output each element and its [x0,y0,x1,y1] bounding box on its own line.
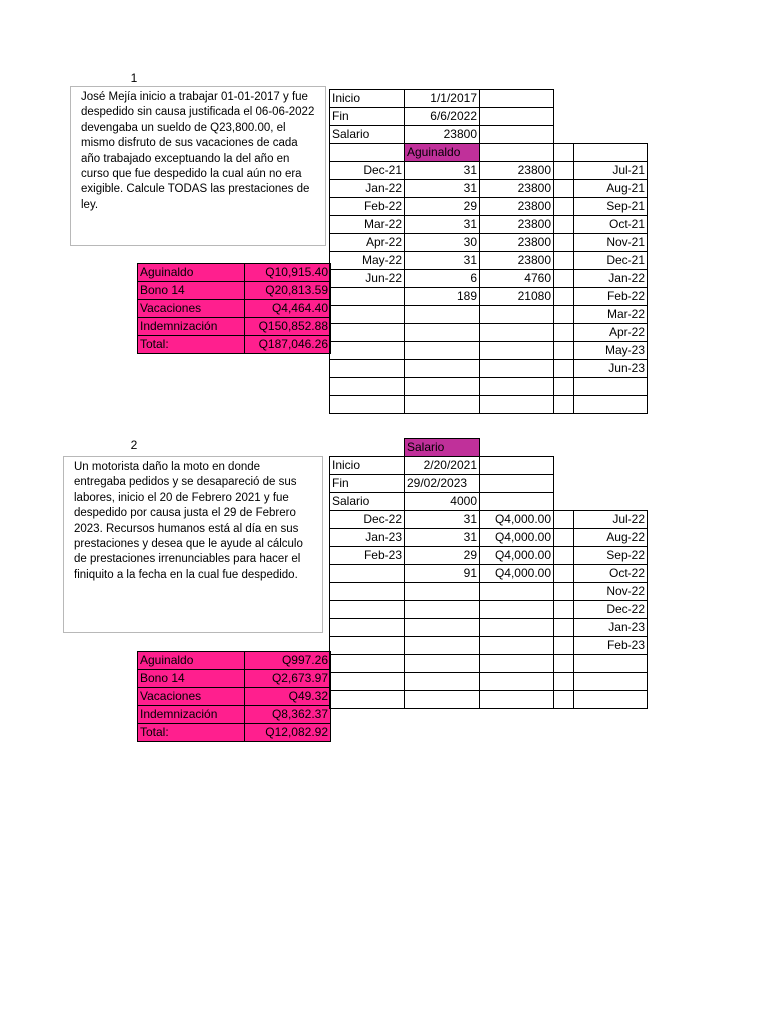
amount-cell [480,324,554,342]
exercise-2-problem: Un motorista daño la moto en donde entregaba pedidos y se desapareció de sus labores, inicio el 20 de Febrero 2021 y fue despedido por causa justa el 29 de Febrero 2023. Recursos humanos está al día en sus prestaciones y desea que le ayude al cálculo de prestaciones irrenunciables para hacer el finiquito a la fecha en la cual fue despedido. [63,456,323,633]
summary-value: Q12,082.92 [245,724,331,742]
month-list-cell: Oct-22 [574,565,648,583]
summary-label: Indemnización [138,318,245,336]
spacer-cell [554,216,574,234]
amount-cell: 23800 [480,216,554,234]
table-row [330,565,648,583]
table-row [330,306,648,324]
exercise-2-calc-table [329,438,648,709]
spacer-cell [554,565,574,583]
summary-row-bono14 [138,670,331,688]
days-cell: 31 [405,162,480,180]
month-cell: Jan-23 [330,529,405,547]
month-cell [330,637,405,655]
amount-cell [480,637,554,655]
spacer-cell [554,673,574,691]
spacer-cell [554,511,574,529]
summary-value: Q997.26 [245,652,331,670]
summary-row-indemnizacion [138,706,331,724]
amount-cell [480,601,554,619]
spacer-cell [554,529,574,547]
table-row [330,673,648,691]
salario-section-label: Salario [405,439,480,457]
inicio-value: 1/1/2017 [405,90,480,108]
days-cell [405,619,480,637]
exercise-1-number: 1 [130,71,138,85]
month-cell [330,655,405,673]
table-row [330,360,648,378]
summary-label: Aguinaldo [138,264,245,282]
spacer-cell [554,234,574,252]
days-cell: 189 [405,288,480,306]
summary-label: Aguinaldo [138,652,245,670]
month-list-cell: Sep-21 [574,198,648,216]
summary-label: Total: [138,724,245,742]
fin-value: 29/02/2023 [405,475,480,493]
spacer-cell [554,162,574,180]
amount-cell: 4760 [480,270,554,288]
month-cell: Dec-22 [330,511,405,529]
spacer-cell [554,252,574,270]
month-list-cell: Feb-22 [574,288,648,306]
summary-row-total [138,336,331,354]
aguinaldo-section-label: Aguinaldo [405,144,480,162]
month-list-cell: May-23 [574,342,648,360]
summary-value: Q8,362.37 [245,706,331,724]
spacer-cell [554,342,574,360]
summary-label: Vacaciones [138,300,245,318]
month-list-cell: Jan-23 [574,619,648,637]
month-cell [330,324,405,342]
month-list-cell: Mar-22 [574,306,648,324]
amount-cell: 21080 [480,288,554,306]
table-row [330,511,648,529]
table-row [330,216,648,234]
inicio-label: Inicio [330,90,405,108]
summary-value: Q187,046.26 [245,336,331,354]
month-cell [330,360,405,378]
summary-value: Q20,813.59 [245,282,331,300]
month-list-cell: Dec-22 [574,601,648,619]
amount-cell [480,619,554,637]
spacer-cell [554,619,574,637]
days-cell [405,691,480,709]
salario-label: Salario [330,126,405,144]
summary-label: Bono 14 [138,670,245,688]
month-cell: Apr-22 [330,234,405,252]
days-cell: 31 [405,529,480,547]
summary-row-aguinaldo [138,264,331,282]
days-cell [405,583,480,601]
amount-cell: 23800 [480,198,554,216]
table-row [330,180,648,198]
table-row [330,655,648,673]
month-list-cell [574,673,648,691]
amount-cell: 23800 [480,234,554,252]
amount-cell: Q4,000.00 [480,547,554,565]
table-row [330,162,648,180]
spacer-cell [554,360,574,378]
month-cell [330,306,405,324]
summary-row-total [138,724,331,742]
salario-value: 23800 [405,126,480,144]
spacer-cell [554,288,574,306]
summary-row-bono14 [138,282,331,300]
month-list-cell: Apr-22 [574,324,648,342]
amount-cell: Q4,000.00 [480,511,554,529]
table-row [330,583,648,601]
amount-cell [480,306,554,324]
salario-value: 4000 [405,493,480,511]
table-row [330,619,648,637]
summary-value: Q49.32 [245,688,331,706]
table-row [330,234,648,252]
summary-row-aguinaldo [138,652,331,670]
amount-cell: Q4,000.00 [480,529,554,547]
fin-value: 6/6/2022 [405,108,480,126]
month-cell [330,288,405,306]
month-cell [330,583,405,601]
fin-label: Fin [330,108,405,126]
days-cell: 31 [405,252,480,270]
summary-value: Q150,852.88 [245,318,331,336]
month-list-cell: Jan-22 [574,270,648,288]
table-row [330,601,648,619]
table-row [330,270,648,288]
days-cell: 31 [405,216,480,234]
spacer-cell [554,601,574,619]
table-row [330,324,648,342]
exercise-1-summary [137,263,331,354]
spacer-cell [554,324,574,342]
table-row [330,547,648,565]
summary-label: Vacaciones [138,688,245,706]
days-cell [405,673,480,691]
month-cell: Feb-22 [330,198,405,216]
month-list-cell: Aug-22 [574,529,648,547]
month-cell: May-22 [330,252,405,270]
exercise-2-number: 2 [130,438,138,452]
month-list-cell: Jul-21 [574,162,648,180]
table-row [330,252,648,270]
month-cell: Jan-22 [330,180,405,198]
table-row [330,637,648,655]
days-cell [405,306,480,324]
fin-label: Fin [330,475,405,493]
summary-value: Q2,673.97 [245,670,331,688]
month-cell: Dec-21 [330,162,405,180]
month-cell: Mar-22 [330,216,405,234]
spacer-cell [554,547,574,565]
amount-cell: 23800 [480,180,554,198]
month-list-cell: Sep-22 [574,547,648,565]
month-cell [330,691,405,709]
days-cell: 91 [405,565,480,583]
inicio-label: Inicio [330,457,405,475]
days-cell: 29 [405,547,480,565]
summary-value: Q4,464.40 [245,300,331,318]
inicio-value: 2/20/2021 [405,457,480,475]
amount-cell: Q4,000.00 [480,565,554,583]
summary-row-vacaciones [138,688,331,706]
month-list-cell: Jun-23 [574,360,648,378]
spacer-cell [554,655,574,673]
spacer-cell [554,180,574,198]
exercise-2-summary [137,651,331,742]
month-cell: Feb-23 [330,547,405,565]
spacer-cell [554,270,574,288]
table-row [330,198,648,216]
month-list-cell [574,655,648,673]
summary-value: Q10,915.40 [245,264,331,282]
month-list-cell: Nov-21 [574,234,648,252]
days-cell: 6 [405,270,480,288]
days-cell [405,342,480,360]
days-cell: 31 [405,511,480,529]
month-cell [330,565,405,583]
month-cell: Jun-22 [330,270,405,288]
month-cell [330,673,405,691]
amount-cell [480,655,554,673]
summary-label: Total: [138,336,245,354]
days-cell [405,324,480,342]
month-cell [330,619,405,637]
amount-cell [480,360,554,378]
days-cell [405,637,480,655]
month-list-cell: Nov-22 [574,583,648,601]
table-row [330,288,648,306]
spacer-cell [554,306,574,324]
days-cell: 30 [405,234,480,252]
month-list-cell: Oct-21 [574,216,648,234]
table-row [330,529,648,547]
summary-label: Indemnización [138,706,245,724]
spacer-cell [554,198,574,216]
month-list-cell: Aug-21 [574,180,648,198]
days-cell: 31 [405,180,480,198]
month-list-cell [574,691,648,709]
amount-cell [480,583,554,601]
spacer-cell [554,691,574,709]
summary-row-vacaciones [138,300,331,318]
spacer-cell [554,637,574,655]
month-list-cell: Dec-21 [574,252,648,270]
month-list-cell: Jul-22 [574,511,648,529]
amount-cell: 23800 [480,162,554,180]
exercise-1-calc-table [329,89,648,414]
days-cell [405,601,480,619]
days-cell [405,655,480,673]
exercise-1-problem: José Mejía inicio a trabajar 01-01-2017 y fue despedido sin causa justificada el 06-06-2022 devengaba un sueldo de Q23,800.00, el mismo disfruto de sus vacaciones de cada año trabajado exceptuando la del año en curso que fue despedido la cual aún no era exigible. Calcule TODAS las prestaciones de ley. [70,86,326,246]
summary-label: Bono 14 [138,282,245,300]
month-list-cell: Feb-23 [574,637,648,655]
amount-cell: 23800 [480,252,554,270]
table-row [330,691,648,709]
summary-row-indemnizacion [138,318,331,336]
month-cell [330,342,405,360]
table-row [330,342,648,360]
amount-cell [480,691,554,709]
amount-cell [480,342,554,360]
month-cell [330,601,405,619]
days-cell [405,360,480,378]
amount-cell [480,673,554,691]
days-cell: 29 [405,198,480,216]
spacer-cell [554,583,574,601]
salario-label: Salario [330,493,405,511]
